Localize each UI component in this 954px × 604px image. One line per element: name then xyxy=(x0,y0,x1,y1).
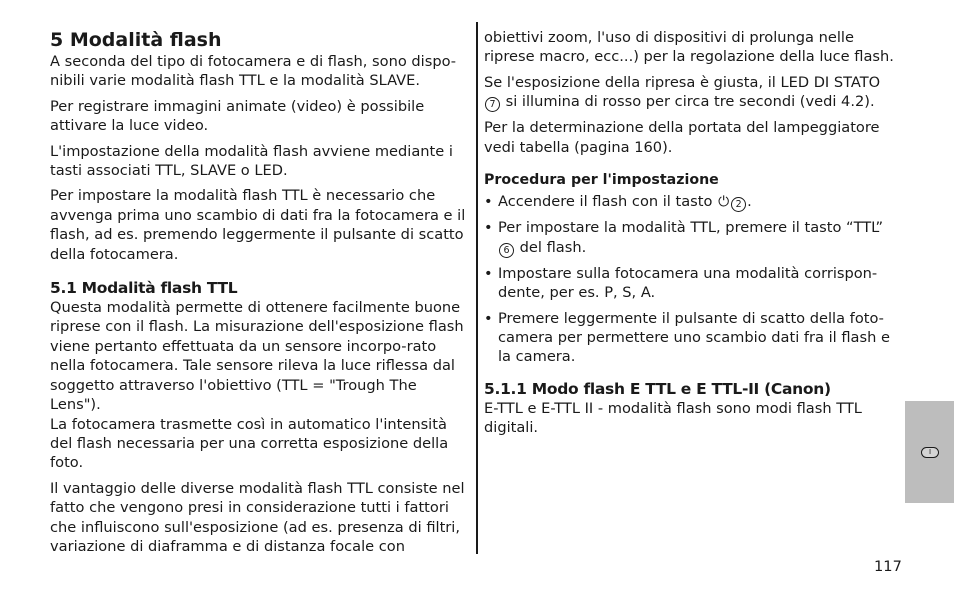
paragraph: Per la determinazione della portata del lampeggiatore vedi tabella (pagina 160). xyxy=(484,119,880,156)
paragraph xyxy=(484,73,904,112)
paragraph: La fotocamera trasmette così in automatico l'intensità del flash necessaria per una corretta esposizione della foto. xyxy=(50,415,449,472)
paragraph: E-TTL e E-TTL II - modalità flash sono modi flash TTL digitali. xyxy=(484,399,862,437)
subsection-title: 5.1.1 Modo flash E TTL e E TTL-II (Canon) xyxy=(484,379,831,398)
paragraph: obiettivi zoom, l'uso di dispositivi di prolunga nelle riprese macro, ecc...) per la regolazione della luce flash. xyxy=(484,29,894,66)
power-icon: ⏻ xyxy=(718,194,730,211)
language-tab-label: I xyxy=(921,447,939,458)
paragraph-text: Se l'esposizione della ripresa è giusta, il LED DI STATO xyxy=(484,73,881,91)
callout-number-6: 6 xyxy=(499,243,514,258)
list-item-text: Per impostare la modalità TTL, premere il tasto “TTL” xyxy=(498,219,884,237)
paragraph: Questa modalità permette di ottenere facilmente buone riprese con il flash. La misurazione dell'esposizione flash viene pertanto effettuata da un sensore incorpo-rato nella fotocamera. Tale sensore rileva la luce riflessa dal soggetto attraverso l'obiettivo (TTL = "Trough The Lens"). xyxy=(50,299,464,414)
list-item xyxy=(484,192,904,212)
callout-number-2: 2 xyxy=(731,197,746,212)
procedure-list xyxy=(484,192,904,367)
list-item xyxy=(484,218,904,257)
bullet: • xyxy=(484,219,493,237)
list-item-text: Premere leggermente il pulsante di scatto della foto-camera per permettere uno scambio dati fra il flash e la camera. xyxy=(498,309,890,366)
bullet: • xyxy=(484,264,493,282)
list-item-text: del flash. xyxy=(519,238,587,256)
paragraph: L'impostazione della modalità flash avviene mediante i tasti associati TTL, SLAVE o LED. xyxy=(50,142,453,180)
subsection-title: 5.1 Modalità flash TTL xyxy=(50,279,238,298)
column-divider xyxy=(476,22,478,554)
right-column xyxy=(484,28,904,444)
paragraph: Per impostare la modalità flash TTL è necessario che avvenga prima uno scambio di dati fra la fotocamera e il flash, ad es. premendo leggermente il pulsante di scatto della fotocamera. xyxy=(50,187,466,263)
paragraph-text: si illumina di rosso per circa tre secondi (vedi 4.2). xyxy=(505,93,875,111)
procedure-heading: Procedura per l'impostazione xyxy=(484,172,719,189)
list-item-text: . xyxy=(747,193,752,211)
page-number: 117 xyxy=(874,558,902,575)
paragraph: Per registrare immagini animate (video) è possibile attivare la luce video. xyxy=(50,97,425,135)
list-item-text: Accendere il flash con il tasto xyxy=(498,193,713,211)
bullet: • xyxy=(484,309,493,327)
list-item xyxy=(484,264,904,303)
left-column xyxy=(50,28,472,562)
list-item-text: Impostare sulla fotocamera una modalità corrispon-dente, per es. P, S, A. xyxy=(498,264,878,302)
paragraph: A seconda del tipo di fotocamera e di flash, sono dispo-nibili varie modalità flash TTL e la modalità SLAVE. xyxy=(50,53,457,90)
callout-number-7: 7 xyxy=(485,97,500,112)
language-tab xyxy=(905,401,954,503)
bullet: • xyxy=(484,193,493,211)
paragraph: Il vantaggio delle diverse modalità flash TTL consiste nel fatto che vengono presi in considerazione tutti i fattori che influiscono sull'esposizione (ad es. presenza di filtri, variazione di diaframma e di distanza focale con xyxy=(50,479,465,555)
section-title: 5 Modalità flash xyxy=(50,29,222,51)
list-item xyxy=(484,309,904,367)
